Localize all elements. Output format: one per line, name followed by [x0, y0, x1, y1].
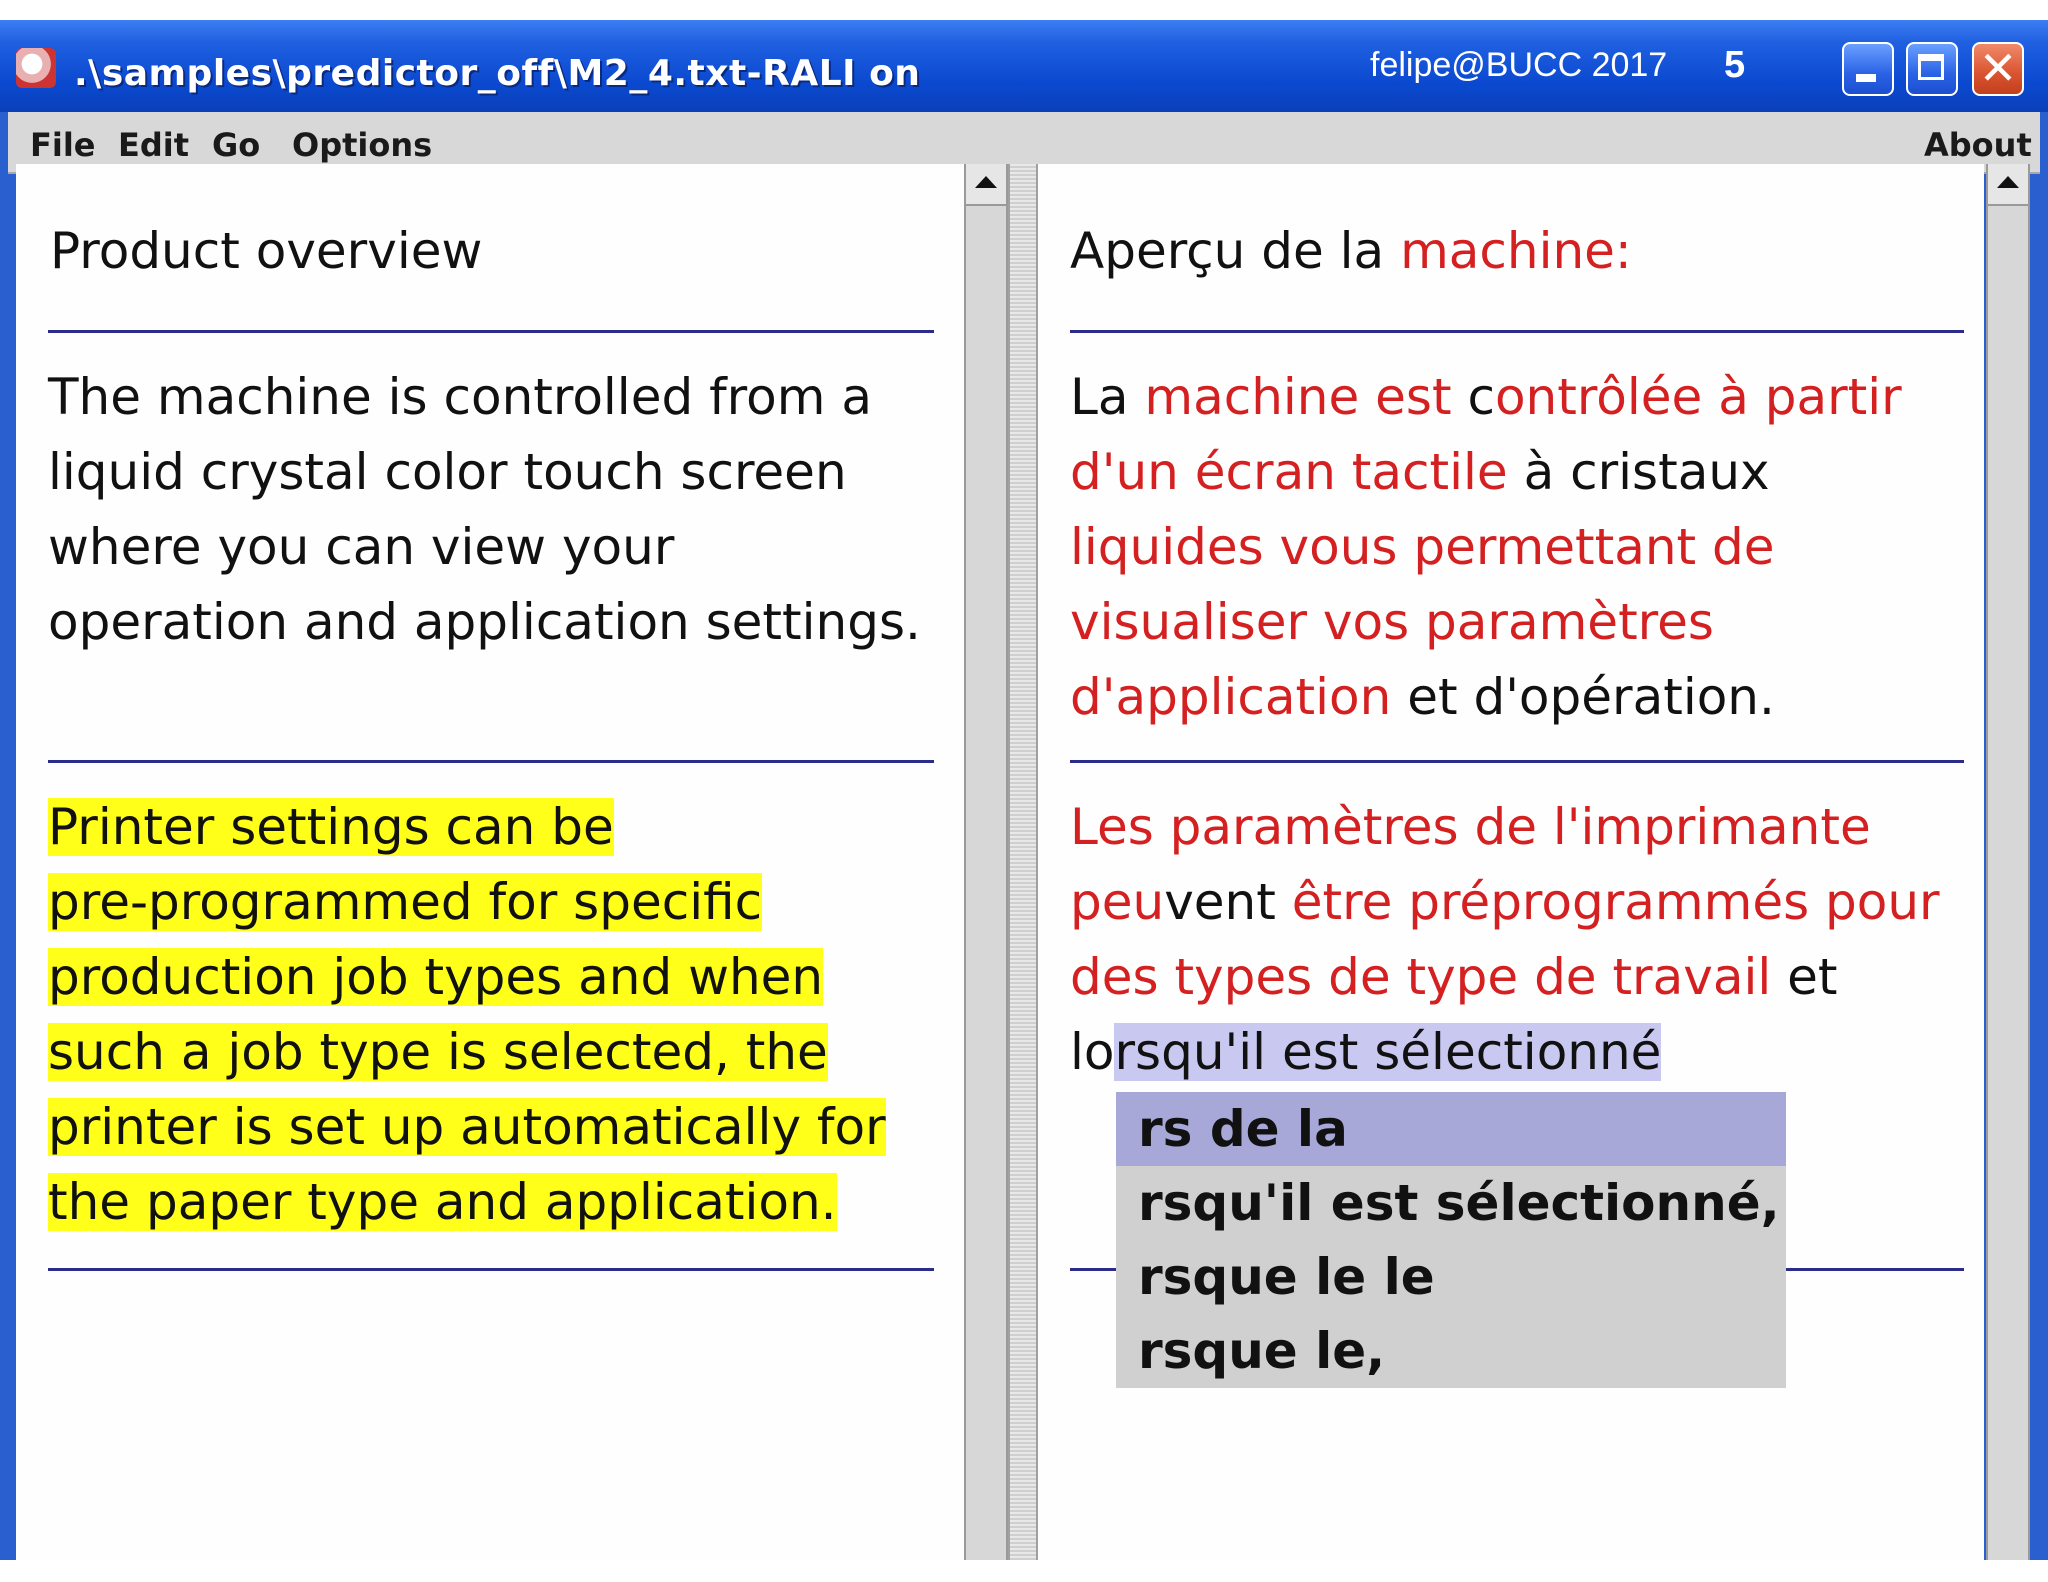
- text-line: [1070, 1015, 1940, 1090]
- highlighted-line: printer is set up automatically for: [48, 1098, 886, 1156]
- text-line: where you can view your: [48, 518, 675, 576]
- segment-divider: [1070, 330, 1964, 333]
- close-button[interactable]: [1972, 42, 2024, 96]
- predicted-text: machine est: [1144, 368, 1468, 426]
- maximize-button[interactable]: [1906, 42, 1958, 96]
- source-text-pane[interactable]: [16, 164, 964, 1560]
- segment-divider: [1070, 760, 1964, 763]
- highlighted-line: production job types and when: [48, 948, 824, 1006]
- suggestion-item[interactable]: rsqu'il est sélectionné,: [1138, 1174, 1780, 1232]
- text-line: Les paramètres de l'imprimante: [1070, 798, 1871, 856]
- typed-text: et: [1771, 948, 1838, 1006]
- right-scrollbar[interactable]: [1986, 164, 2030, 1560]
- text-line: [1070, 435, 1902, 510]
- predicted-text: peu: [1070, 873, 1165, 931]
- typed-text: lo: [1070, 1023, 1115, 1081]
- segment-divider: [48, 330, 934, 333]
- typed-text: et d'opération.: [1391, 668, 1775, 726]
- suggestion-item[interactable]: rsque le,: [1138, 1322, 1386, 1380]
- source-heading: Product overview: [50, 222, 483, 280]
- text-line: liquides vous permettant de: [1070, 518, 1775, 576]
- text-line: The machine is controlled from a: [48, 368, 872, 426]
- text-line: [1070, 940, 1940, 1015]
- predicted-text: être préprogrammés pour: [1291, 873, 1940, 931]
- minimize-icon: [1856, 74, 1876, 82]
- selected-completion-text: rsqu'il est sélectionné: [1114, 1023, 1662, 1081]
- suggestion-item-selected[interactable]: rs de la: [1116, 1092, 1786, 1166]
- typed-text: à cristaux: [1507, 443, 1770, 501]
- highlighted-line: such a job type is selected, the: [48, 1023, 828, 1081]
- menu-edit[interactable]: Edit: [118, 126, 190, 164]
- suggestion-item[interactable]: rsque le le: [1138, 1248, 1435, 1306]
- left-scrollbar[interactable]: [964, 164, 1008, 1560]
- predicted-text: d'un écran tactile: [1070, 443, 1508, 501]
- menu-go[interactable]: Go: [212, 126, 261, 164]
- typed-text: La: [1070, 368, 1145, 426]
- maximize-icon: [1918, 54, 1944, 80]
- source-segment-1[interactable]: [48, 360, 921, 660]
- heading-plain-text: Aperçu de la: [1070, 222, 1401, 280]
- scroll-up-arrow-icon[interactable]: [966, 164, 1006, 206]
- target-segment-1[interactable]: [1070, 360, 1902, 735]
- highlighted-line: Printer settings can be: [48, 798, 614, 856]
- segment-divider: [48, 1268, 934, 1271]
- pane-splitter[interactable]: [1008, 164, 1038, 1560]
- presenter-watermark: felipe@BUCC 2017: [1370, 46, 1668, 84]
- predicted-text: des types de type de travail: [1070, 948, 1772, 1006]
- source-segment-2-active[interactable]: [48, 790, 886, 1240]
- minimize-button[interactable]: [1842, 42, 1894, 96]
- window-title: .\samples\predictor_off\M2_4.txt-RALI on: [74, 53, 921, 94]
- segment-divider: [48, 760, 934, 763]
- heading-predicted-text: machine:: [1400, 222, 1632, 280]
- scroll-up-arrow-icon[interactable]: [1988, 164, 2028, 206]
- text-line: liquid crystal color touch screen: [48, 443, 847, 501]
- title-bar[interactable]: [0, 20, 2048, 112]
- menu-file[interactable]: File: [30, 126, 96, 164]
- highlighted-line: the paper type and application.: [48, 1173, 837, 1231]
- menu-options[interactable]: Options: [292, 126, 433, 164]
- menu-about[interactable]: About: [1924, 126, 2032, 164]
- close-icon: ✕: [1978, 41, 2018, 95]
- target-segment-2-editing[interactable]: [1070, 790, 1940, 1090]
- predicted-text: ontrôlée à partir: [1494, 368, 1902, 426]
- text-line: [1070, 360, 1902, 435]
- completion-suggestions-popup: [1116, 1092, 1786, 1388]
- typed-text: vent: [1164, 873, 1292, 931]
- predicted-text: d'application: [1070, 668, 1392, 726]
- app-icon: [16, 48, 56, 88]
- text-line: operation and application settings.: [48, 593, 921, 651]
- typed-text: c: [1467, 368, 1495, 426]
- text-line: [1070, 865, 1940, 940]
- text-line: [1070, 660, 1902, 735]
- highlighted-line: pre-programmed for specific: [48, 873, 763, 931]
- text-line: visualiser vos paramètres: [1070, 593, 1714, 651]
- slide-number: 5: [1724, 44, 1746, 86]
- target-heading: [1070, 222, 1632, 280]
